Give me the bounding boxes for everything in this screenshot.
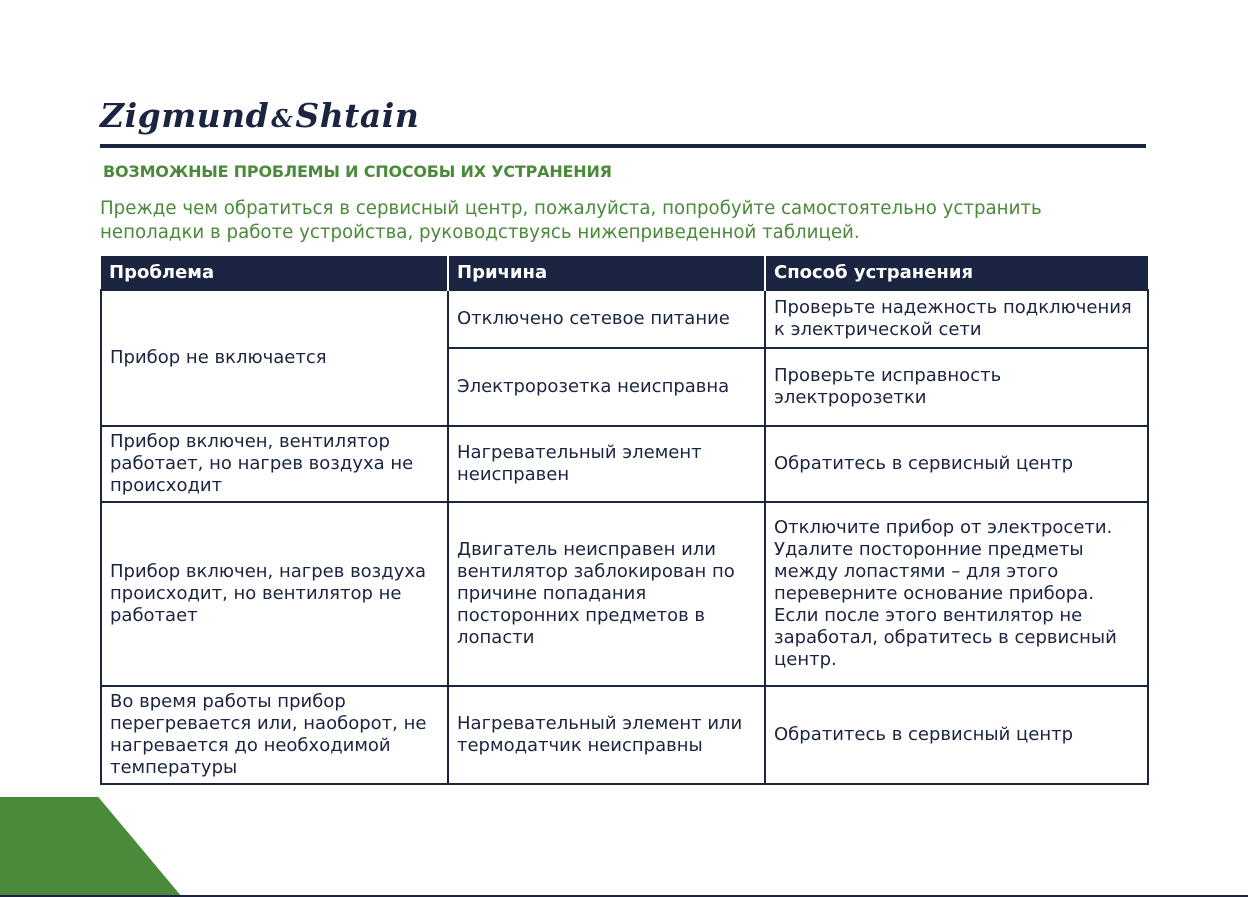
column-header-cause: Причина bbox=[448, 256, 765, 290]
cause-cell: Нагревательный элемент неисправен bbox=[448, 426, 765, 502]
column-header-problem: Проблема bbox=[101, 256, 448, 290]
header-divider bbox=[100, 144, 1146, 148]
table-row bbox=[101, 502, 1148, 686]
cause-cell: Нагревательный элемент или термодатчик неисправны bbox=[448, 686, 765, 784]
brand-logo bbox=[100, 96, 419, 139]
intro-paragraph: Прежде чем обратиться в сервисный центр, пожалуйста, попробуйте самостоятельно устранить неполадки в работе устройства, руководствуясь нижеприведенной таблицей. bbox=[100, 198, 1042, 243]
problem-cell: Прибор не включается bbox=[101, 290, 448, 426]
brand-ampersand: & bbox=[271, 104, 294, 133]
table-header-row bbox=[101, 256, 1148, 290]
column-header-solution: Способ устранения bbox=[765, 256, 1148, 290]
problem-cell: Прибор включен, вентилятор работает, но нагрев воздуха не происходит bbox=[101, 426, 448, 502]
solution-cell: Отключите прибор от электросети. Удалите посторонние предметы между лопастями – для этого переверните основание прибора. Если после этого вентилятор не заработал, обратитесь в сервисный центр. bbox=[765, 502, 1148, 686]
table-row bbox=[101, 426, 1148, 502]
brand-name-right: Shtain bbox=[295, 96, 420, 135]
solution-cell: Проверьте надежность подключения к электрической сети bbox=[765, 290, 1148, 348]
cause-cell: Двигатель неисправен или вентилятор заблокирован по причине попадания посторонних предметов в лопасти bbox=[448, 502, 765, 686]
corner-decoration bbox=[0, 797, 182, 897]
solution-cell: Обратитесь в сервисный центр bbox=[765, 686, 1148, 784]
section-title: ВОЗМОЖНЫЕ ПРОБЛЕМЫ И СПОСОБЫ ИХ УСТРАНЕНИЯ bbox=[103, 162, 612, 181]
problem-cell: Во время работы прибор перегревается или, наоборот, не нагревается до необходимой температуры bbox=[101, 686, 448, 784]
troubleshooting-table bbox=[100, 256, 1149, 785]
solution-cell: Проверьте исправность электророзетки bbox=[765, 348, 1148, 426]
table-row bbox=[101, 290, 1148, 348]
cause-cell: Электророзетка неисправна bbox=[448, 348, 765, 426]
cause-cell: Отключено сетевое питание bbox=[448, 290, 765, 348]
brand-name-left: Zigmund bbox=[100, 96, 270, 135]
table-row bbox=[101, 686, 1148, 784]
problem-cell: Прибор включен, нагрев воздуха происходит, но вентилятор не работает bbox=[101, 502, 448, 686]
solution-cell: Обратитесь в сервисный центр bbox=[765, 426, 1148, 502]
